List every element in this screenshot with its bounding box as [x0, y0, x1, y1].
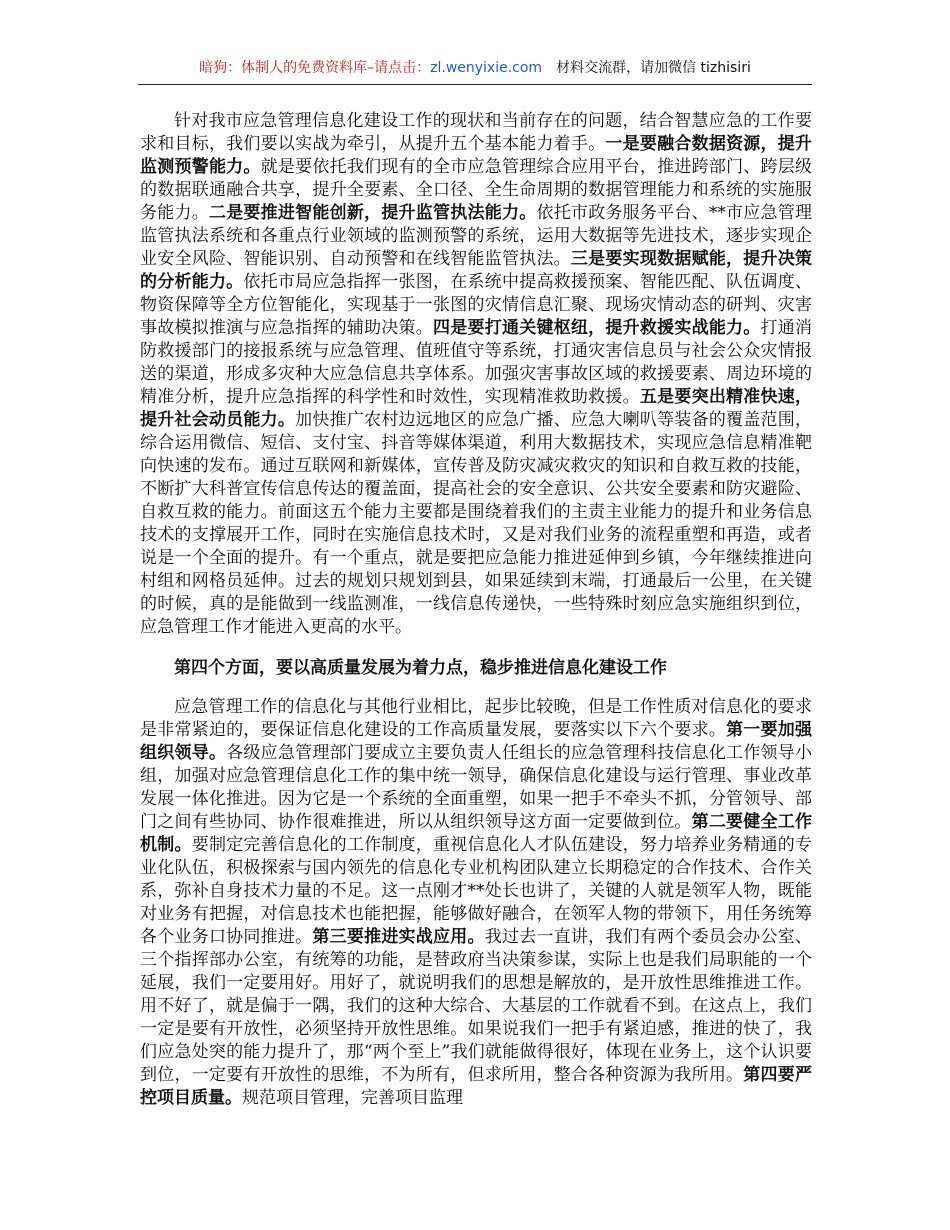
section-heading: 第四个方面，要以高质量发展为着力点，稳步推进信息化建设工作: [174, 658, 667, 678]
paragraph-five-capabilities: [140, 110, 812, 639]
para2-text-1: 应急管理工作的信息化与其他行业相比，起步比较晚，但是工作性质对信息化的要求是非常紧迫的，要保证信息化建设的工作高质量发展，要落实以下六个要求。: [140, 697, 812, 740]
para2-bold-3: 第三要推进实战应用。: [312, 927, 485, 947]
header-url-link[interactable]: zl.wenyixie.com: [430, 60, 543, 76]
para2-text-4: 我过去一直讲，我们有两个委员会办公室、三个指挥部办公室，有统筹的功能，是替政府当决策参谋，实际上也是我们局职能的一个延展，我们一定要用好。用好了，就说明我们的思想是解放的，是开放性思维推进工作。用不好了，就是偏于一隅，我们的这种大综合、大基层的工作就看不到。在这点上，我们一定是要有开放性，必须坚持开放性思维。如果说我们一把手有紧迫感，推进的快了，我们应急处突的能力提升了，那“两个至上”我们就能做得很好，体现在业务上，这个认识要到位，一定要有开放性的思维，不为所有，但求所用，整合各种资源为我所用。: [140, 927, 813, 1085]
header-contact: 材料交流群，请加微信 tizhisiri: [556, 60, 751, 76]
para1-bold-3: 三是要实现数据赋能，提升决策的分析能力。: [140, 249, 813, 292]
para1-text-3: 依托市政务服务平台、**市应急管理监管执法系统和各重点行业领域的监测预警的系统，运用大数据等先进技术，逐步实现企业安全风险、智能识别、自动预警和在线智能监管执法。: [140, 203, 813, 269]
para2-bold-1: 第一要加强组织领导。: [140, 720, 813, 763]
para2-text-5: 规范项目管理，完善项目监理: [242, 1088, 463, 1108]
para2-bold-4: 第四要严控项目质量。: [140, 1065, 813, 1108]
document-body: [140, 110, 812, 1110]
paragraph-six-requirements: [140, 696, 812, 1110]
para1-text-4: 依托市局应急指挥一张图，在系统中提高救援预案、智能匹配、队伍调度、物资保障等全方位智能化，实现基于一张图的灾情信息汇聚、现场灾情动态的研判、灾害事故模拟推演与应急指挥的辅助决策。: [140, 272, 812, 338]
para1-bold-5: 五是要突出精准快速，提升社会动员能力。: [140, 387, 813, 430]
header-brand: 暗狗：体制人的免费资料库: [199, 60, 368, 76]
para1-text-6: 加快推广农村边远地区的应急广播、应急大喇叭等装备的覆盖范围，综合运用微信、短信、支付宝、抖音等媒体渠道，利用大数据技术，实现应急信息精准靶向快速的发布。通过互联网和新媒体，宣传普及防灾减灾救灾的知识和自救互救的技能，不断扩大科普宣传信息传达的覆盖面，提高社会的安全意识、公共安全要素和防灾避险、自救互救的能力。前面这五个能力主要都是围绕着我们的主责主业能力的提升和业务信息技术的支撑展开工作，同时在实施信息技术时，又是对我们业务的流程重塑和再造，或者说是一个全面的提升。有一个重点，就是要把应急能力推进延伸到乡镇，今年继续推进向村组和网格员延伸。过去的规划只规划到县，如果延续到末端，打通最后一公里，在关键的时候，真的是能做到一线监测准，一线信息传递快，一些特殊时刻应急实施组织到位，应急管理工作才能进入更高的水平。: [140, 410, 813, 637]
para1-bold-2: 二是要推进智能创新，提升监管执法能力。: [208, 203, 537, 223]
para1-text-1: 针对我市应急管理信息化建设工作的现状和当前存在的问题，结合智慧应急的工作要求和目标，我们要以实战为牵引，从提升五个基本能力着手。: [140, 111, 812, 154]
para2-text-3: 要制定完善信息化的工作制度，重视信息化人才队伍建设，努力培养业务精通的专业化队伍，积极探索与国内领先的信息化专业机构团队建立长期稳定的合作技术、合作关系，弥补自身技术力量的不足。这一点刚才**处长也讲了，关键的人就是领军人物，既能对业务有把握，对信息技术也能把握，能够做好融合，在领军人物的带领下，用任务统筹各个业务口协同推进。: [140, 835, 813, 947]
para1-text-5: 打通消防救援部门的接报系统与应急管理、值班值守等系统，打通灾害信息员与社会公众灾情报送的渠道，形成多灾种大应急信息共享体系。加强灾害事故区域的救援要素、周边环境的精准分析，提升应急指挥的科学性和时效性，实现精准救助救援。: [140, 318, 813, 407]
header-link-prefix: –请点击：: [367, 60, 431, 76]
para2-text-2: 各级应急管理部门要成立主要负责人任组长的应急管理科技信息化工作领导小组，加强对应急管理信息化工作的集中统一领导，确保信息化建设与运行管理、事业改革发展一体化推进。因为它是一个系统的全面重塑，如果一把手不牵头不抓，分管领导、部门之间有些协同、协作很难推进，所以从组织领导这方面一定要做到位。: [140, 743, 813, 832]
page-header: [138, 56, 812, 85]
para2-bold-2: 第二要健全工作机制。: [140, 812, 812, 855]
para1-text-2: 就是要依托我们现有的全市应急管理综合应用平台，推进跨部门、跨层级的数据联通融合共享，提升全要素、全口径、全生命周期的数据管理能力和系统的实施服务能力。: [140, 157, 813, 223]
para1-bold-1: 一是要融合数据资源，提升监测预警能力。: [140, 134, 813, 177]
para1-bold-4: 四是要打通关键枢纽，提升救援实战能力。: [433, 318, 761, 338]
